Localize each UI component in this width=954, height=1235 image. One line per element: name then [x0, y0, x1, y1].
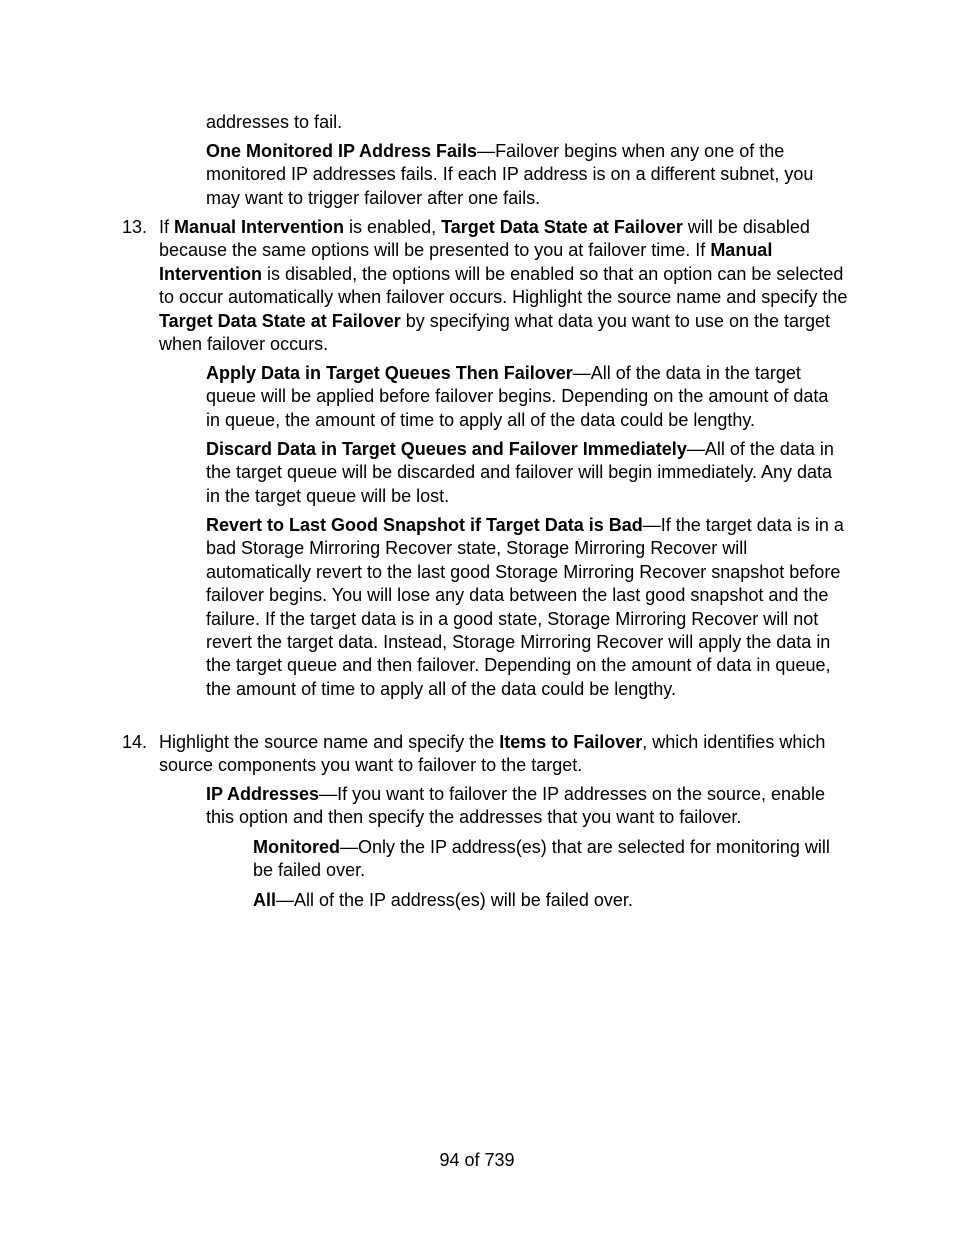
option-term: Discard Data in Target Queues and Failover Immediately [206, 439, 687, 459]
option-apply-data [206, 362, 846, 432]
bold-term: Manual Intervention [159, 240, 773, 284]
option-term: Revert to Last Good Snapshot if Target Data is Bad [206, 515, 643, 535]
option-description: —If you want to failover the IP addresses on the source, enable this option and then specify the addresses that you want to failover. [206, 784, 826, 828]
text-run: Highlight the source name and specify the [159, 732, 500, 752]
option-description: —All of the data in the target queue will be applied before failover begins. Depending on the amount of data in queue, the amount of time to apply all of the data could be lengthy. [206, 363, 829, 430]
bold-term: Target Data State at Failover [441, 217, 683, 237]
option-term: IP Addresses [206, 784, 320, 804]
continued-text-body: addresses to fail. [206, 112, 343, 132]
option-description: —If the target data is in a bad Storage Mirroring Recover state, Storage Mirroring Recover will automatically revert to the last good Storage Mirroring Recover snapshot before failover begins. You will lose any data between the last good snapshot and the failure. If the target data is in a good state, Storage Mirroring Recover will not revert the target data. Instead, Storage Mirroring Recover will apply the data in the target queue and then failover. Depending on the amount of data in queue, the amount of time to apply all of the data could be lengthy. [206, 515, 844, 699]
option-term: Apply Data in Target Queues Then Failover [206, 363, 573, 383]
bold-term: Manual Intervention [174, 217, 345, 237]
step-13-text [159, 216, 849, 356]
option-description: —All of the data in the target queue will be discarded and failover will begin immediately. Any data in the target queue will be lost. [206, 439, 834, 506]
text-run: is enabled, [344, 217, 442, 237]
text-run: , which identifies which source components you want to failover to the target. [159, 732, 826, 776]
page-number: 94 of 739 [439, 1150, 515, 1170]
bold-term: Items to Failover [499, 732, 643, 752]
option-term: One Monitored IP Address Fails [206, 141, 478, 161]
text-run: If [159, 217, 175, 237]
option-all [253, 889, 843, 912]
step-14-text [159, 731, 849, 778]
option-term: All [253, 890, 277, 910]
text-run: is disabled, the options will be enabled so that an option can be selected to occur automatically when failover occurs. Highlight the source name and specify the [159, 263, 848, 308]
text-run: will be disabled because the same options will be presented to you at failover time. If [159, 217, 810, 261]
option-description: —Failover begins when any one of the monitored IP addresses fails. If each IP address is on a different subnet, you may want to trigger failover after one fails. [206, 141, 814, 208]
option-revert-snapshot [206, 514, 846, 701]
step-13-number: 13. [122, 217, 148, 237]
option-monitored [253, 836, 843, 883]
option-ip-addresses [206, 783, 846, 830]
continued-text [206, 111, 846, 134]
option-description: —All of the IP address(es) will be failed over. [276, 890, 633, 910]
text-run: by specifying what data you want to use on the target when failover occurs. [159, 310, 831, 355]
option-one-monitored-ip-fails [206, 140, 846, 210]
option-description: —Only the IP address(es) that are selected for monitoring will be failed over. [253, 837, 830, 881]
step-14-number: 14. [122, 732, 148, 752]
option-term: Monitored [253, 837, 340, 857]
bold-term: Target Data State at Failover [159, 310, 401, 331]
option-discard-data [206, 438, 846, 508]
